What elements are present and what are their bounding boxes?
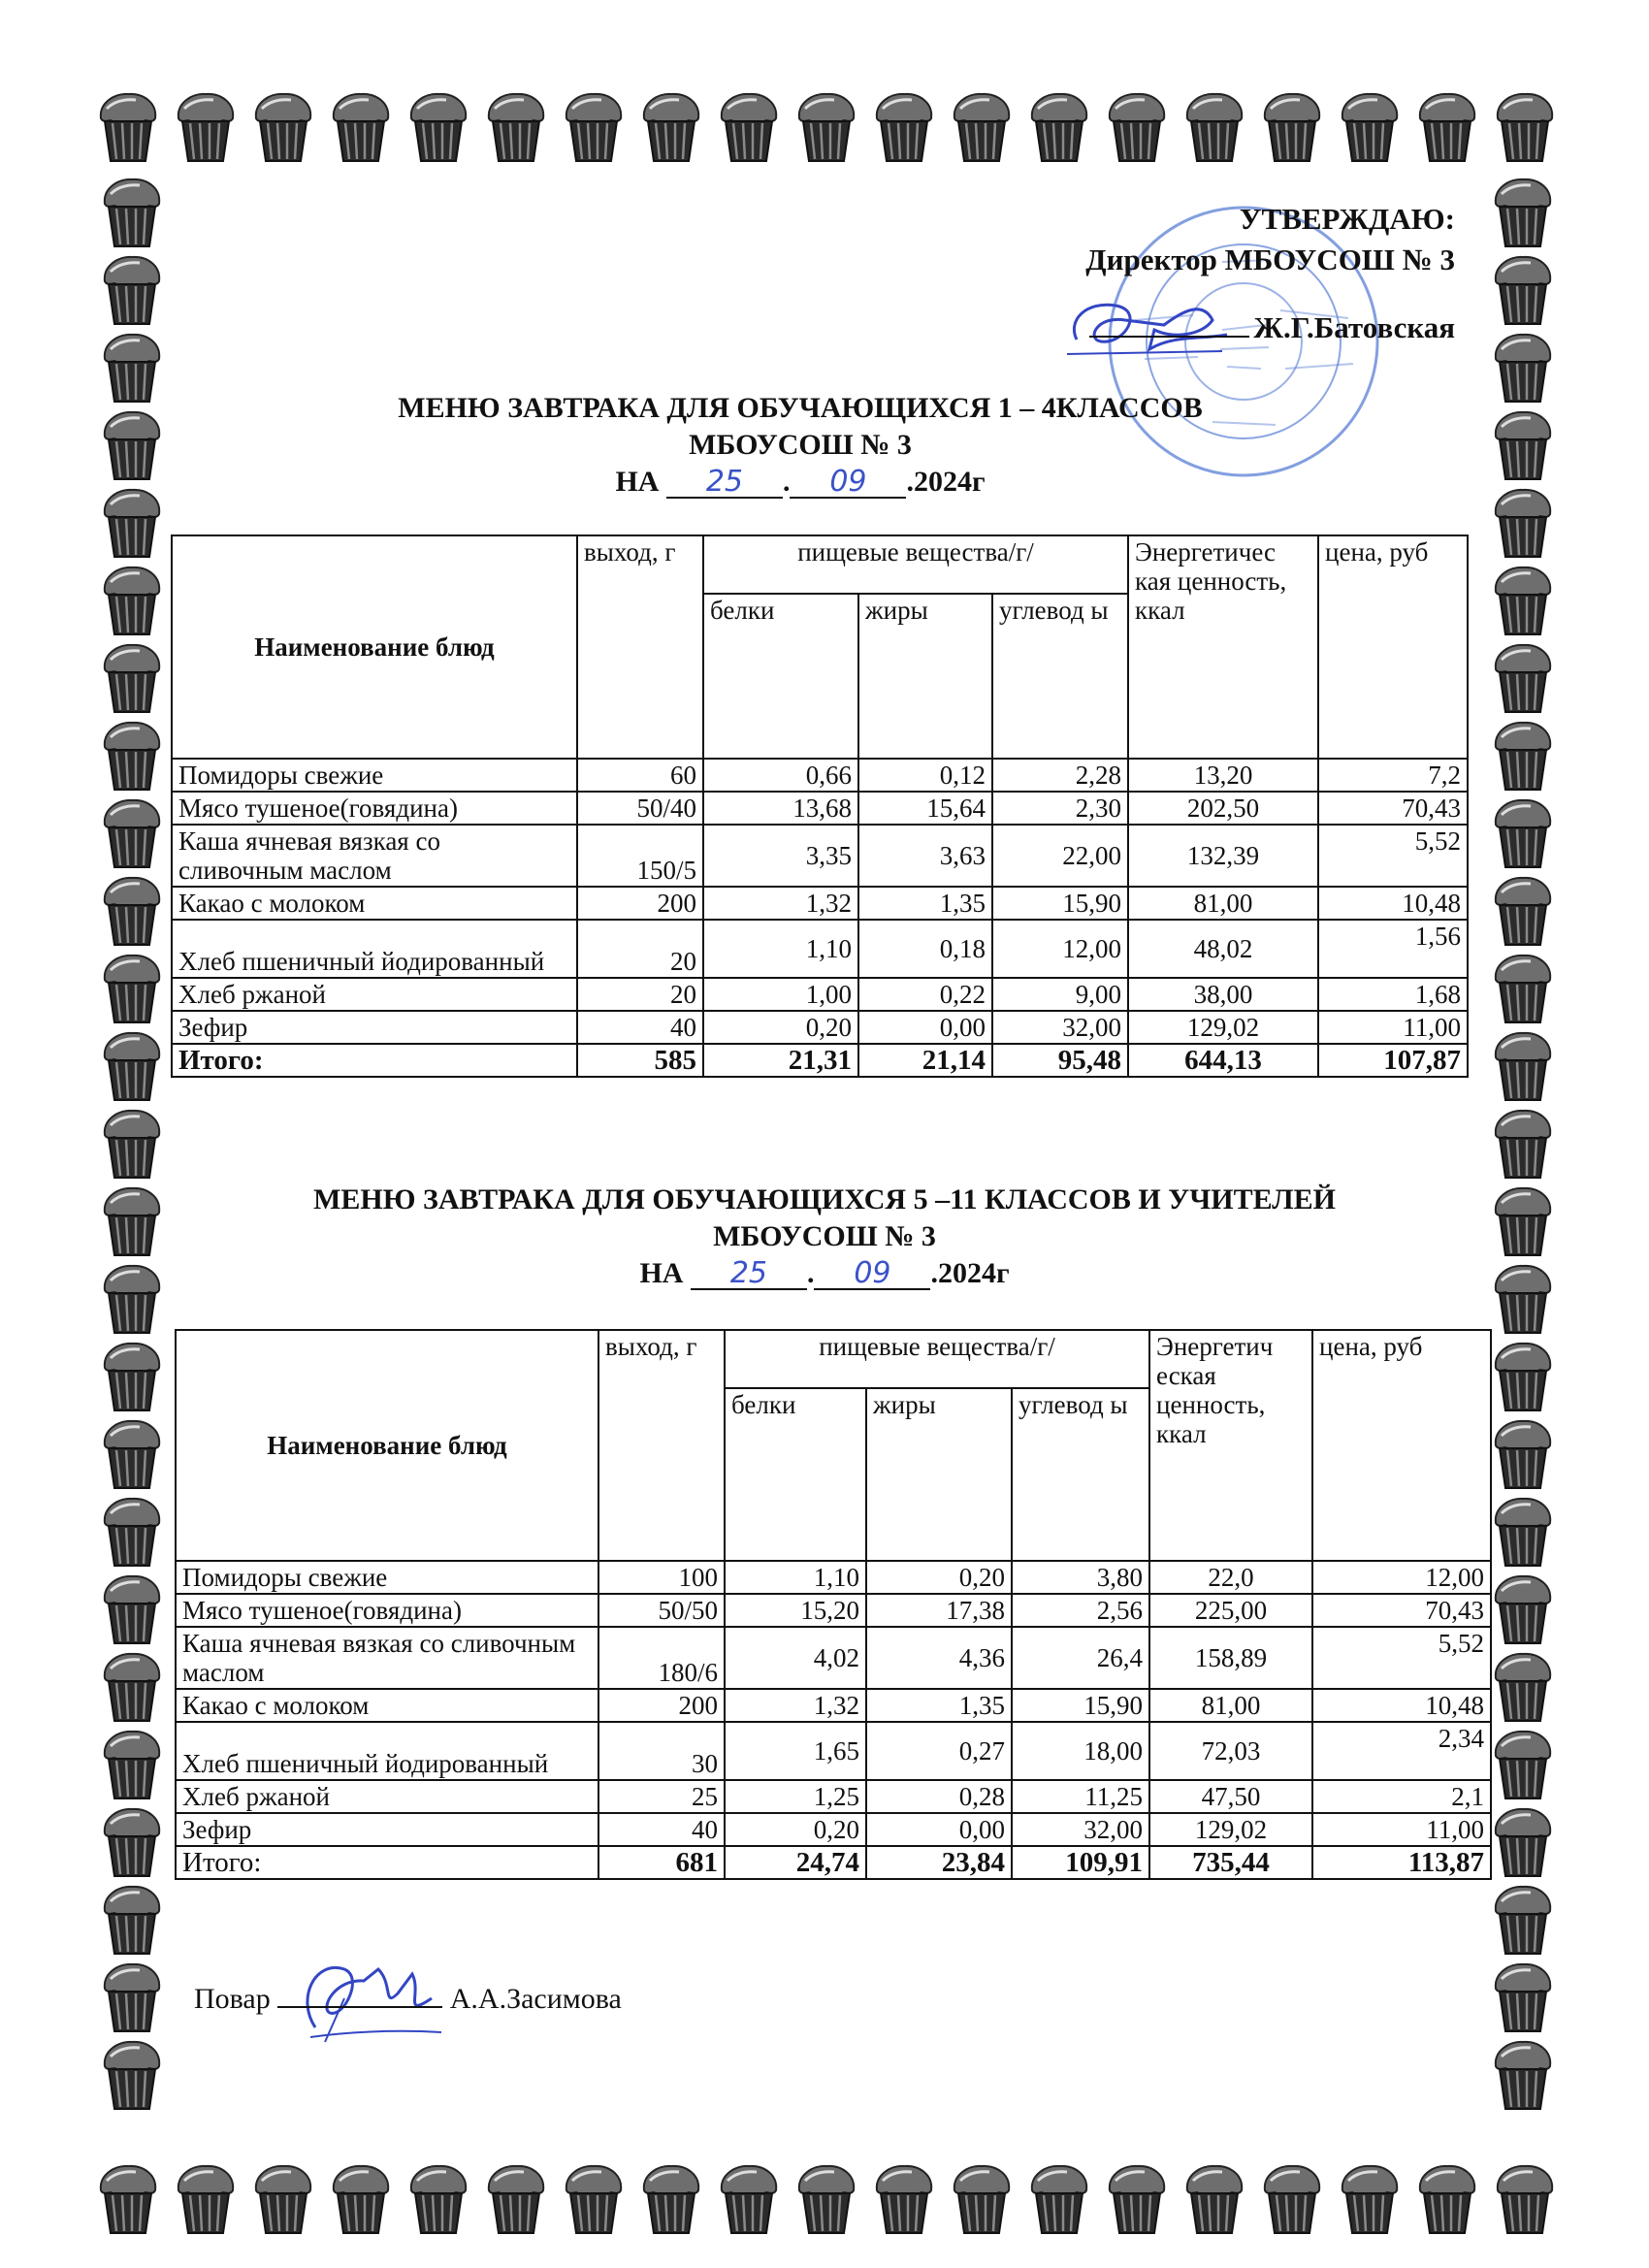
table-row bbox=[176, 1722, 1491, 1780]
cupcake-border-icon bbox=[252, 89, 314, 165]
table-cell: 1,25 bbox=[725, 1780, 866, 1813]
cupcake-border-icon bbox=[485, 89, 547, 165]
cupcake-border-icon bbox=[97, 89, 159, 165]
menu2-table bbox=[175, 1329, 1492, 1880]
table-cell: 2,28 bbox=[992, 759, 1128, 792]
cupcake-border-icon bbox=[101, 175, 163, 250]
table-cell: 0,00 bbox=[858, 1011, 992, 1044]
cupcake-border-icon bbox=[1492, 1494, 1554, 1570]
table-cell: 60 bbox=[577, 759, 703, 792]
dish-name-cell: Помидоры свежие bbox=[176, 1561, 598, 1594]
border-left bbox=[101, 175, 163, 2113]
cupcake-border-icon bbox=[1028, 2161, 1090, 2237]
cupcake-border-icon bbox=[1339, 89, 1401, 165]
table-cell: 10,48 bbox=[1312, 1689, 1491, 1722]
table-cell: 3,35 bbox=[703, 825, 858, 887]
dish-name-cell: Зефир bbox=[172, 1011, 577, 1044]
table-cell: 1,35 bbox=[858, 887, 992, 920]
cupcake-border-icon bbox=[563, 2161, 625, 2237]
cupcake-border-icon bbox=[101, 1028, 163, 1104]
menu2-header-fats: жиры bbox=[866, 1388, 1012, 1561]
table-cell: 1,10 bbox=[725, 1561, 866, 1594]
cupcake-border-icon bbox=[97, 2161, 159, 2237]
table-cell: 4,36 bbox=[866, 1627, 1012, 1689]
cupcake-border-icon bbox=[1106, 89, 1168, 165]
table-row bbox=[172, 1011, 1468, 1044]
cupcake-border-icon bbox=[330, 2161, 392, 2237]
table-cell: 1,32 bbox=[725, 1689, 866, 1722]
table-cell: 32,00 bbox=[992, 1011, 1128, 1044]
cupcake-border-icon bbox=[1492, 407, 1554, 483]
dish-name-cell: Помидоры свежие bbox=[172, 759, 577, 792]
cupcake-border-icon bbox=[101, 1727, 163, 1802]
cupcake-border-icon bbox=[1183, 89, 1245, 165]
dish-name-cell: Какао с молоком bbox=[172, 887, 577, 920]
menu2-header-yield: выход, г bbox=[598, 1330, 725, 1561]
menu2-month: 09 bbox=[814, 1259, 930, 1290]
table-cell: 100 bbox=[598, 1561, 725, 1594]
cupcake-border-icon bbox=[951, 89, 1013, 165]
cupcake-border-icon bbox=[1492, 1882, 1554, 1958]
dish-name-cell: Мясо тушеное(говядина) bbox=[176, 1594, 598, 1627]
table-cell: 0,20 bbox=[703, 1011, 858, 1044]
table-cell: 5,52 bbox=[1318, 825, 1468, 887]
dish-name-cell: Мясо тушеное(говядина) bbox=[172, 792, 577, 825]
table-cell: 15,64 bbox=[858, 792, 992, 825]
table-cell: 0,66 bbox=[703, 759, 858, 792]
table-cell: 0,20 bbox=[866, 1561, 1012, 1594]
cupcake-border-icon bbox=[1106, 2161, 1168, 2237]
total-cell: 23,84 bbox=[866, 1846, 1012, 1879]
cupcake-border-icon bbox=[101, 951, 163, 1026]
table-cell: 0,00 bbox=[866, 1813, 1012, 1846]
cupcake-border-icon bbox=[101, 1183, 163, 1259]
cupcake-border-icon bbox=[640, 2161, 702, 2237]
cupcake-border-icon bbox=[873, 2161, 935, 2237]
menu1-header-nutrients: пищевые вещества/г/ bbox=[703, 535, 1128, 594]
cupcake-border-icon bbox=[1183, 2161, 1245, 2237]
table-cell: 11,00 bbox=[1312, 1813, 1491, 1846]
cupcake-border-icon bbox=[1492, 873, 1554, 949]
total-cell: 24,74 bbox=[725, 1846, 866, 1879]
approval-signature-line bbox=[1089, 308, 1249, 338]
dish-name-cell: Хлеб пшеничный йодированный bbox=[172, 920, 577, 978]
table-cell: 200 bbox=[577, 887, 703, 920]
table-row bbox=[176, 1813, 1491, 1846]
cupcake-border-icon bbox=[101, 2037, 163, 2113]
border-bottom bbox=[97, 2161, 1556, 2237]
table-cell: 132,39 bbox=[1128, 825, 1318, 887]
cupcake-border-icon bbox=[101, 1261, 163, 1337]
table-row bbox=[172, 887, 1468, 920]
cupcake-border-icon bbox=[1492, 951, 1554, 1026]
cupcake-border-icon bbox=[252, 2161, 314, 2237]
table-row bbox=[172, 920, 1468, 978]
total-cell: 21,31 bbox=[703, 1044, 858, 1077]
table-cell: 202,50 bbox=[1128, 792, 1318, 825]
table-row bbox=[172, 978, 1468, 1011]
cupcake-border-icon bbox=[1492, 563, 1554, 638]
table-cell: 1,10 bbox=[703, 920, 858, 978]
cupcake-border-icon bbox=[718, 89, 780, 165]
cupcake-border-icon bbox=[1492, 330, 1554, 405]
cupcake-border-icon bbox=[330, 89, 392, 165]
cupcake-border-icon bbox=[407, 89, 469, 165]
cupcake-border-icon bbox=[101, 1649, 163, 1725]
cupcake-border-icon bbox=[101, 1804, 163, 1880]
table-cell: 1,32 bbox=[703, 887, 858, 920]
total-label: Итого: bbox=[176, 1846, 598, 1879]
table-cell: 10,48 bbox=[1318, 887, 1468, 920]
cupcake-border-icon bbox=[1492, 252, 1554, 328]
table-cell: 7,2 bbox=[1318, 759, 1468, 792]
menu2-header-name: Наименование блюд bbox=[176, 1330, 598, 1561]
menu1-date: НА 25 . 09 .2024г bbox=[615, 465, 986, 499]
approval-block bbox=[1085, 199, 1455, 348]
table-cell: 0,28 bbox=[866, 1780, 1012, 1813]
table-row bbox=[176, 1627, 1491, 1689]
table-cell: 2,30 bbox=[992, 792, 1128, 825]
table-row bbox=[176, 1780, 1491, 1813]
cupcake-border-icon bbox=[1492, 1261, 1554, 1337]
approval-heading: УТВЕРЖДАЮ: bbox=[1239, 202, 1455, 236]
total-cell: 644,13 bbox=[1128, 1044, 1318, 1077]
table-cell: 18,00 bbox=[1012, 1722, 1149, 1780]
dish-name-cell: Каша ячневая вязкая со сливочным маслом bbox=[176, 1627, 598, 1689]
menu2-title-block bbox=[194, 1182, 1455, 1292]
total-cell: 107,87 bbox=[1318, 1044, 1468, 1077]
cupcake-border-icon bbox=[101, 330, 163, 405]
table-cell: 12,00 bbox=[1312, 1561, 1491, 1594]
table-cell: 1,65 bbox=[725, 1722, 866, 1780]
menu1-header-yield: выход, г bbox=[577, 535, 703, 759]
cupcake-border-icon bbox=[873, 89, 935, 165]
table-cell: 22,00 bbox=[992, 825, 1128, 887]
menu1-header-proteins: белки bbox=[703, 594, 858, 759]
menu1-header-name: Наименование блюд bbox=[172, 535, 577, 759]
cupcake-border-icon bbox=[1492, 1106, 1554, 1182]
cupcake-border-icon bbox=[1492, 795, 1554, 871]
menu1-title-block bbox=[291, 390, 1310, 501]
table-cell: 9,00 bbox=[992, 978, 1128, 1011]
cupcake-border-icon bbox=[101, 1106, 163, 1182]
cupcake-border-icon bbox=[175, 2161, 237, 2237]
table-cell: 200 bbox=[598, 1689, 725, 1722]
table-cell: 2,1 bbox=[1312, 1780, 1491, 1813]
cupcake-border-icon bbox=[485, 2161, 547, 2237]
table-row bbox=[172, 759, 1468, 792]
menu2-header-nutrients: пищевые вещества/г/ bbox=[725, 1330, 1149, 1388]
cupcake-border-icon bbox=[101, 1571, 163, 1647]
table-cell: 30 bbox=[598, 1722, 725, 1780]
total-label: Итого: bbox=[172, 1044, 577, 1077]
menu1-header-carbs: углевод ы bbox=[992, 594, 1128, 759]
menu1-title: МЕНЮ ЗАВТРАКА ДЛЯ ОБУЧАЮЩИХСЯ 1 – 4КЛАССОВ bbox=[398, 392, 1203, 424]
menu1-year: .2024г bbox=[906, 466, 986, 498]
cupcake-border-icon bbox=[1492, 718, 1554, 794]
cupcake-border-icon bbox=[1028, 89, 1090, 165]
total-cell: 735,44 bbox=[1149, 1846, 1312, 1879]
cupcake-border-icon bbox=[175, 89, 237, 165]
cupcake-border-icon bbox=[951, 2161, 1013, 2237]
cupcake-border-icon bbox=[101, 1960, 163, 2035]
cupcake-border-icon bbox=[101, 1882, 163, 1958]
cupcake-border-icon bbox=[1416, 89, 1478, 165]
cupcake-border-icon bbox=[1492, 1416, 1554, 1492]
cupcake-border-icon bbox=[1492, 175, 1554, 250]
table-cell: 225,00 bbox=[1149, 1594, 1312, 1627]
dish-name-cell: Каша ячневая вязкая со сливочным маслом bbox=[172, 825, 577, 887]
table-row bbox=[176, 1689, 1491, 1722]
cupcake-border-icon bbox=[101, 563, 163, 638]
table-cell: 70,43 bbox=[1312, 1594, 1491, 1627]
cupcake-border-icon bbox=[101, 795, 163, 871]
cook-name: А.А.Засимова bbox=[449, 1983, 622, 2015]
cupcake-border-icon bbox=[1261, 89, 1323, 165]
menu1-header-energy: Энергетичес кая ценность, ккал bbox=[1128, 535, 1318, 759]
dish-name-cell: Какао с молоком bbox=[176, 1689, 598, 1722]
total-cell: 21,14 bbox=[858, 1044, 992, 1077]
cupcake-border-icon bbox=[101, 640, 163, 716]
total-row bbox=[176, 1846, 1491, 1879]
table-cell: 0,27 bbox=[866, 1722, 1012, 1780]
table-cell: 40 bbox=[577, 1011, 703, 1044]
cupcake-border-icon bbox=[795, 89, 857, 165]
cupcake-border-icon bbox=[101, 718, 163, 794]
border-right bbox=[1492, 175, 1554, 2113]
total-cell: 113,87 bbox=[1312, 1846, 1491, 1879]
approval-name: Ж.Г.Батовская bbox=[1253, 310, 1455, 344]
table-cell: 70,43 bbox=[1318, 792, 1468, 825]
dish-name-cell: Хлеб ржаной bbox=[172, 978, 577, 1011]
dish-name-cell: Зефир bbox=[176, 1813, 598, 1846]
cupcake-border-icon bbox=[101, 1339, 163, 1414]
table-cell: 22,0 bbox=[1149, 1561, 1312, 1594]
cupcake-border-icon bbox=[640, 89, 702, 165]
table-cell: 25 bbox=[598, 1780, 725, 1813]
cupcake-border-icon bbox=[1492, 1804, 1554, 1880]
table-cell: 5,52 bbox=[1312, 1627, 1491, 1689]
total-cell: 95,48 bbox=[992, 1044, 1128, 1077]
cupcake-border-icon bbox=[1492, 1028, 1554, 1104]
table-row bbox=[172, 792, 1468, 825]
total-cell: 681 bbox=[598, 1846, 725, 1879]
menu2-school: МБОУСОШ № 3 bbox=[713, 1220, 936, 1252]
cupcake-border-icon bbox=[1494, 89, 1556, 165]
table-cell: 47,50 bbox=[1149, 1780, 1312, 1813]
menu2-year: .2024г bbox=[930, 1257, 1010, 1289]
table-cell: 26,4 bbox=[1012, 1627, 1149, 1689]
dish-name-cell: Хлеб пшеничный йодированный bbox=[176, 1722, 598, 1780]
cupcake-border-icon bbox=[1492, 1727, 1554, 1802]
cupcake-border-icon bbox=[1261, 2161, 1323, 2237]
cupcake-border-icon bbox=[101, 1494, 163, 1570]
cupcake-border-icon bbox=[101, 485, 163, 561]
menu1-school: МБОУСОШ № 3 bbox=[689, 429, 912, 461]
menu1-header-price: цена, руб bbox=[1318, 535, 1468, 759]
cupcake-border-icon bbox=[563, 89, 625, 165]
table-cell: 15,20 bbox=[725, 1594, 866, 1627]
table-cell: 2,56 bbox=[1012, 1594, 1149, 1627]
menu2-title: МЕНЮ ЗАВТРАКА ДЛЯ ОБУЧАЮЩИХСЯ 5 –11 КЛАССОВ И УЧИТЕЛЕЙ bbox=[313, 1183, 1336, 1215]
cook-signature-block bbox=[194, 1979, 622, 2016]
table-cell: 2,34 bbox=[1312, 1722, 1491, 1780]
cupcake-border-icon bbox=[1492, 1571, 1554, 1647]
table-cell: 11,25 bbox=[1012, 1780, 1149, 1813]
table-cell: 3,80 bbox=[1012, 1561, 1149, 1594]
table-cell: 4,02 bbox=[725, 1627, 866, 1689]
table-cell: 13,68 bbox=[703, 792, 858, 825]
table-cell: 3,63 bbox=[858, 825, 992, 887]
approval-signature-row bbox=[1085, 308, 1455, 348]
menu1-table bbox=[171, 535, 1469, 1078]
cupcake-border-icon bbox=[101, 1416, 163, 1492]
table-cell: 81,00 bbox=[1128, 887, 1318, 920]
cupcake-border-icon bbox=[1492, 1339, 1554, 1414]
approval-position: Директор МБОУСОШ № 3 bbox=[1085, 243, 1455, 276]
table-cell: 12,00 bbox=[992, 920, 1128, 978]
menu2-header-energy: Энергетич еская ценность, ккал bbox=[1149, 1330, 1312, 1561]
cupcake-border-icon bbox=[1492, 1960, 1554, 2035]
total-row bbox=[172, 1044, 1468, 1077]
table-cell: 20 bbox=[577, 920, 703, 978]
cupcake-border-icon bbox=[1492, 1183, 1554, 1259]
cupcake-border-icon bbox=[1492, 640, 1554, 716]
border-top bbox=[97, 89, 1556, 165]
cupcake-border-icon bbox=[1492, 2037, 1554, 2113]
cupcake-border-icon bbox=[101, 407, 163, 483]
cupcake-border-icon bbox=[1494, 2161, 1556, 2237]
table-cell: 72,03 bbox=[1149, 1722, 1312, 1780]
table-cell: 180/6 bbox=[598, 1627, 725, 1689]
table-cell: 32,00 bbox=[1012, 1813, 1149, 1846]
table-cell: 1,00 bbox=[703, 978, 858, 1011]
total-cell: 585 bbox=[577, 1044, 703, 1077]
table-cell: 15,90 bbox=[1012, 1689, 1149, 1722]
table-cell: 0,22 bbox=[858, 978, 992, 1011]
table-cell: 129,02 bbox=[1128, 1011, 1318, 1044]
table-cell: 15,90 bbox=[992, 887, 1128, 920]
dish-name-cell: Хлеб ржаной bbox=[176, 1780, 598, 1813]
menu2-date: НА 25 . 09 .2024г bbox=[639, 1256, 1010, 1290]
menu2-header-price: цена, руб bbox=[1312, 1330, 1491, 1561]
cupcake-border-icon bbox=[1339, 2161, 1401, 2237]
menu1-month: 09 bbox=[790, 468, 906, 499]
table-cell: 17,38 bbox=[866, 1594, 1012, 1627]
table-cell: 81,00 bbox=[1149, 1689, 1312, 1722]
table-cell: 20 bbox=[577, 978, 703, 1011]
cupcake-border-icon bbox=[1492, 1649, 1554, 1725]
cupcake-border-icon bbox=[1492, 485, 1554, 561]
cupcake-border-icon bbox=[1416, 2161, 1478, 2237]
cupcake-border-icon bbox=[101, 252, 163, 328]
table-cell: 0,20 bbox=[725, 1813, 866, 1846]
table-cell: 158,89 bbox=[1149, 1627, 1312, 1689]
total-cell: 109,91 bbox=[1012, 1846, 1149, 1879]
table-row bbox=[172, 825, 1468, 887]
menu2-header-carbs: углевод ы bbox=[1012, 1388, 1149, 1561]
cupcake-border-icon bbox=[718, 2161, 780, 2237]
table-cell: 0,12 bbox=[858, 759, 992, 792]
table-cell: 150/5 bbox=[577, 825, 703, 887]
table-cell: 50/40 bbox=[577, 792, 703, 825]
table-row bbox=[176, 1594, 1491, 1627]
table-cell: 1,68 bbox=[1318, 978, 1468, 1011]
table-cell: 1,35 bbox=[866, 1689, 1012, 1722]
table-cell: 129,02 bbox=[1149, 1813, 1312, 1846]
table-cell: 50/50 bbox=[598, 1594, 725, 1627]
cupcake-border-icon bbox=[795, 2161, 857, 2237]
table-cell: 11,00 bbox=[1318, 1011, 1468, 1044]
cook-signature-line bbox=[277, 1979, 442, 2008]
table-cell: 1,56 bbox=[1318, 920, 1468, 978]
menu1-header-fats: жиры bbox=[858, 594, 992, 759]
menu2-day: 25 bbox=[691, 1259, 807, 1290]
table-cell: 0,18 bbox=[858, 920, 992, 978]
table-cell: 38,00 bbox=[1128, 978, 1318, 1011]
cupcake-border-icon bbox=[101, 873, 163, 949]
menu2-header-proteins: белки bbox=[725, 1388, 866, 1561]
cupcake-border-icon bbox=[407, 2161, 469, 2237]
table-cell: 48,02 bbox=[1128, 920, 1318, 978]
table-cell: 13,20 bbox=[1128, 759, 1318, 792]
cook-role: Повар bbox=[194, 1983, 271, 2015]
table-cell: 40 bbox=[598, 1813, 725, 1846]
table-row bbox=[176, 1561, 1491, 1594]
menu1-day: 25 bbox=[666, 468, 783, 499]
